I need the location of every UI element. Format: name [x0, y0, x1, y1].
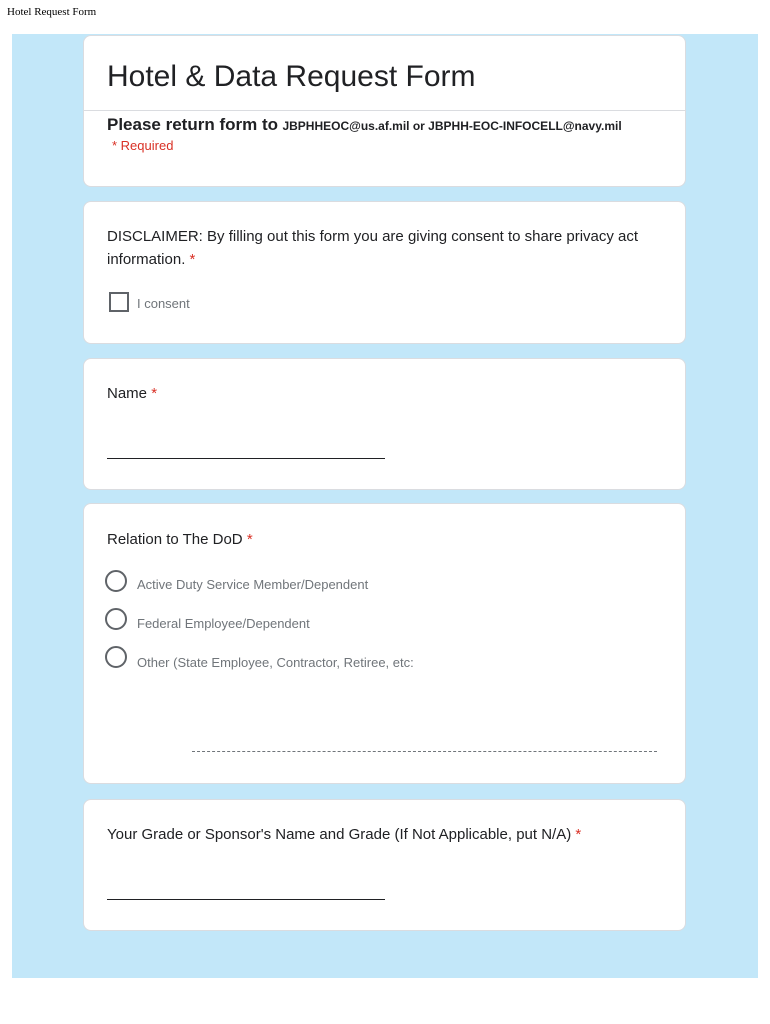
- form-header-card: [83, 35, 686, 187]
- consent-label[interactable]: I consent: [137, 296, 190, 311]
- name-question: [107, 382, 662, 405]
- grade-input-line[interactable]: [107, 899, 385, 900]
- question-card-disclaimer: [83, 201, 686, 344]
- required-asterisk: *: [246, 531, 253, 548]
- name-input-line[interactable]: [107, 458, 385, 459]
- name-label: Name: [107, 385, 148, 402]
- consent-checkbox[interactable]: [109, 292, 129, 312]
- option-federal-employee[interactable]: Federal Employee/Dependent: [137, 616, 310, 631]
- form-title: Hotel & Data Request Form: [107, 60, 476, 93]
- radio-active-duty[interactable]: [105, 570, 127, 592]
- disclaimer-question: [107, 225, 662, 271]
- option-other[interactable]: Other (State Employee, Contractor, Retiree, etc:: [137, 655, 414, 670]
- return-email-addresses: JBPHHEOC@us.af.mil or JBPHH-EOC-INFOCELL@navy.mil: [282, 119, 622, 133]
- return-instructions: [107, 115, 622, 135]
- question-card-name: [83, 358, 686, 490]
- radio-other[interactable]: [105, 646, 127, 668]
- return-lead-text: Please return form to: [107, 115, 278, 134]
- relation-label: Relation to The DoD: [107, 531, 243, 548]
- grade-question: [107, 823, 662, 846]
- other-specify-line[interactable]: [192, 751, 657, 752]
- relation-question: [107, 528, 662, 551]
- question-card-relation: [83, 503, 686, 784]
- required-asterisk: *: [575, 826, 582, 843]
- required-asterisk: *: [151, 385, 158, 402]
- title-divider: [84, 110, 685, 111]
- required-note: * Required: [112, 138, 174, 153]
- option-active-duty[interactable]: Active Duty Service Member/Dependent: [137, 577, 369, 592]
- question-card-grade: [83, 799, 686, 931]
- required-asterisk: *: [189, 251, 196, 268]
- radio-federal-employee[interactable]: [105, 608, 127, 630]
- page-header: Hotel Request Form: [7, 6, 97, 18]
- disclaimer-text: DISCLAIMER: By filling out this form you are giving consent to share privacy act information.: [107, 228, 639, 268]
- grade-label: Your Grade or Sponsor's Name and Grade (If Not Applicable, put N/A): [107, 826, 572, 843]
